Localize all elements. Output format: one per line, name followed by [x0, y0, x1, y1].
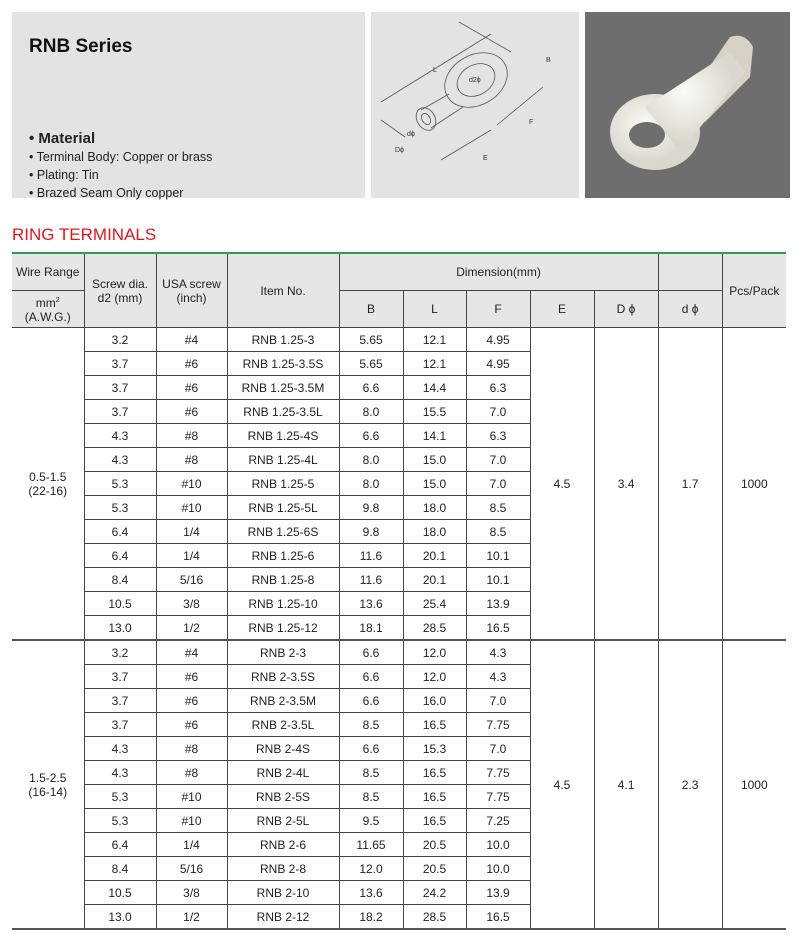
usa-screw-cell: 1/2: [156, 905, 227, 930]
usa-screw-cell: #10: [156, 496, 227, 520]
item-no-cell: RNB 1.25-10: [227, 592, 339, 616]
item-no-cell: RNB 1.25-3: [227, 328, 339, 352]
material-list: • Material • Terminal Body: Copper or brass • Plating: Tin • Brazed Seam Only copper: [29, 130, 213, 200]
usa-screw-cell: 5/16: [156, 857, 227, 881]
dim-B-cell: 9.8: [339, 496, 403, 520]
usa-screw-cell: #10: [156, 472, 227, 496]
series-title: RNB Series: [29, 36, 133, 57]
item-no-cell: RNB 2-5S: [227, 785, 339, 809]
dim-L-cell: 15.0: [403, 448, 466, 472]
screw-dia-cell: 3.7: [84, 713, 156, 737]
pcs-pack-cell: 1000: [722, 640, 786, 929]
usa-screw-cell: 1/2: [156, 616, 227, 641]
dim-F-cell: 4.3: [466, 665, 530, 689]
usa-screw-cell: #4: [156, 640, 227, 665]
dim-F-cell: 6.3: [466, 376, 530, 400]
material-heading: Material: [38, 130, 96, 147]
dim-F-cell: 10.0: [466, 833, 530, 857]
dim-E-cell: 4.5: [530, 328, 594, 641]
screw-dia-cell: 3.7: [84, 376, 156, 400]
dim-F-cell: 10.1: [466, 544, 530, 568]
item-no-cell: RNB 1.25-6: [227, 544, 339, 568]
dim-B-cell: 6.6: [339, 689, 403, 713]
header-blank: [658, 253, 722, 291]
dim-F-cell: 4.3: [466, 640, 530, 665]
item-no-cell: RNB 2-3.5M: [227, 689, 339, 713]
dim-D-phi-cell: 3.4: [594, 328, 658, 641]
dim-L-cell: 16.0: [403, 689, 466, 713]
screw-dia-cell: 10.5: [84, 881, 156, 905]
screw-dia-cell: 3.2: [84, 640, 156, 665]
usa-screw-cell: 3/8: [156, 592, 227, 616]
header-B: B: [339, 291, 403, 328]
usa-screw-cell: #8: [156, 761, 227, 785]
header-item-no: Item No.: [227, 253, 339, 328]
dim-B-cell: 5.65: [339, 352, 403, 376]
header-mm2-awg: $mm^2$ (A.W.G.): [12, 291, 84, 328]
dim-B-cell: 8.5: [339, 785, 403, 809]
dim-F-cell: 6.3: [466, 424, 530, 448]
item-no-cell: RNB 2-4S: [227, 737, 339, 761]
wire-range: 1.5-2.5: [29, 770, 67, 785]
screw-dia-cell: 3.7: [84, 665, 156, 689]
item-no-cell: RNB 2-6: [227, 833, 339, 857]
item-no-cell: RNB 1.25-5L: [227, 496, 339, 520]
usa-screw-cell: #10: [156, 809, 227, 833]
dim-L-cell: 12.0: [403, 640, 466, 665]
dim-L-cell: 25.4: [403, 592, 466, 616]
usa-screw-cell: 1/4: [156, 520, 227, 544]
dim-L-cell: 20.1: [403, 568, 466, 592]
diagram-label-B: B: [546, 57, 551, 64]
wire-range-cell: [12, 328, 84, 641]
item-no-cell: RNB 1.25-12: [227, 616, 339, 641]
screw-dia-cell: 8.4: [84, 857, 156, 881]
header-F: F: [466, 291, 530, 328]
dim-E-cell: 4.5: [530, 640, 594, 929]
dim-L-cell: 16.5: [403, 809, 466, 833]
screw-dia-cell: 5.3: [84, 785, 156, 809]
table-row: [12, 640, 786, 665]
dim-L-cell: 12.1: [403, 352, 466, 376]
dim-F-cell: 13.9: [466, 592, 530, 616]
diagram-label-D: Dϕ: [395, 147, 404, 154]
dim-F-cell: 10.0: [466, 857, 530, 881]
item-no-cell: RNB 2-5L: [227, 809, 339, 833]
screw-dia-cell: 5.3: [84, 472, 156, 496]
dim-B-cell: 11.6: [339, 544, 403, 568]
dim-B-cell: 6.6: [339, 424, 403, 448]
diagram-label-d2: d2ϕ: [469, 77, 481, 84]
dim-B-cell: 8.0: [339, 472, 403, 496]
item-no-cell: RNB 2-3.5S: [227, 665, 339, 689]
dim-B-cell: 8.5: [339, 713, 403, 737]
awg-range: (22-16): [28, 483, 68, 498]
header-wire-range: Wire Range: [12, 253, 84, 291]
item-no-cell: RNB 1.25-3.5L: [227, 400, 339, 424]
usa-screw-cell: 5/16: [156, 568, 227, 592]
screw-dia-cell: 10.5: [84, 592, 156, 616]
dim-F-cell: 7.0: [466, 400, 530, 424]
dim-L-cell: 18.0: [403, 520, 466, 544]
usa-screw-cell: 3/8: [156, 881, 227, 905]
dim-F-cell: 7.0: [466, 737, 530, 761]
usa-screw-cell: #6: [156, 376, 227, 400]
dim-F-cell: 7.0: [466, 689, 530, 713]
dim-F-cell: 8.5: [466, 520, 530, 544]
dim-B-cell: 9.8: [339, 520, 403, 544]
dim-B-cell: 13.6: [339, 881, 403, 905]
diagram-label-E: E: [483, 155, 488, 162]
item-no-cell: RNB 1.25-8: [227, 568, 339, 592]
material-item: Plating: Tin: [36, 168, 99, 182]
dim-L-cell: 20.5: [403, 857, 466, 881]
dim-L-cell: 15.0: [403, 472, 466, 496]
screw-dia-cell: 13.0: [84, 616, 156, 641]
dim-F-cell: 7.75: [466, 713, 530, 737]
dim-L-cell: 20.5: [403, 833, 466, 857]
dim-L-cell: 16.5: [403, 713, 466, 737]
series-info-panel: [12, 12, 365, 198]
material-item: Brazed Seam Only copper: [36, 186, 184, 200]
item-no-cell: RNB 1.25-4L: [227, 448, 339, 472]
usa-screw-cell: #8: [156, 448, 227, 472]
dim-B-cell: 6.6: [339, 737, 403, 761]
dim-F-cell: 7.0: [466, 448, 530, 472]
dim-B-cell: 11.6: [339, 568, 403, 592]
header-pcs-pack: Pcs/Pack: [722, 253, 786, 328]
dim-L-cell: 24.2: [403, 881, 466, 905]
dim-L-cell: 28.5: [403, 905, 466, 930]
dim-L-cell: 16.5: [403, 761, 466, 785]
usa-screw-cell: #8: [156, 737, 227, 761]
material-item: Terminal Body: Copper or brass: [36, 150, 213, 164]
screw-dia-cell: 13.0: [84, 905, 156, 930]
item-no-cell: RNB 1.25-5: [227, 472, 339, 496]
screw-dia-cell: 3.2: [84, 328, 156, 352]
screw-dia-cell: 4.3: [84, 737, 156, 761]
dim-B-cell: 11.65: [339, 833, 403, 857]
header-L: L: [403, 291, 466, 328]
section-title: RING TERMINALS: [12, 225, 157, 244]
dim-B-cell: 8.0: [339, 400, 403, 424]
wire-range-cell: [12, 640, 84, 929]
screw-dia-cell: 3.7: [84, 352, 156, 376]
dim-L-cell: 28.5: [403, 616, 466, 641]
dim-B-cell: 12.0: [339, 857, 403, 881]
dim-F-cell: 4.95: [466, 352, 530, 376]
header-D-phi: D ϕ: [594, 291, 658, 328]
dim-B-cell: 18.1: [339, 616, 403, 641]
table-row: [12, 328, 786, 352]
dim-L-cell: 16.5: [403, 785, 466, 809]
item-no-cell: RNB 1.25-3.5M: [227, 376, 339, 400]
dim-L-cell: 12.0: [403, 665, 466, 689]
pcs-pack-cell: 1000: [722, 328, 786, 641]
dim-L-cell: 20.1: [403, 544, 466, 568]
item-no-cell: RNB 2-8: [227, 857, 339, 881]
usa-screw-cell: 1/4: [156, 833, 227, 857]
header-usa-screw: USA screw (inch): [156, 253, 227, 328]
screw-dia-cell: 6.4: [84, 520, 156, 544]
usa-screw-cell: 1/4: [156, 544, 227, 568]
dim-F-cell: 7.25: [466, 809, 530, 833]
dim-d-phi-cell: 1.7: [658, 328, 722, 641]
diagram-label-d: dϕ: [407, 131, 415, 138]
screw-dia-cell: 6.4: [84, 833, 156, 857]
dim-L-cell: 12.1: [403, 328, 466, 352]
dim-B-cell: 6.6: [339, 376, 403, 400]
wire-range: 0.5-1.5: [29, 469, 67, 484]
dim-d-phi-cell: 2.3: [658, 640, 722, 929]
dim-B-cell: 8.5: [339, 761, 403, 785]
dim-F-cell: 7.75: [466, 761, 530, 785]
dim-F-cell: 8.5: [466, 496, 530, 520]
item-no-cell: RNB 1.25-3.5S: [227, 352, 339, 376]
dim-F-cell: 10.1: [466, 568, 530, 592]
screw-dia-cell: 4.3: [84, 761, 156, 785]
item-no-cell: RNB 2-3.5L: [227, 713, 339, 737]
dim-L-cell: 15.5: [403, 400, 466, 424]
dim-B-cell: 6.6: [339, 665, 403, 689]
dim-B-cell: 18.2: [339, 905, 403, 930]
dim-F-cell: 7.0: [466, 472, 530, 496]
usa-screw-cell: #6: [156, 352, 227, 376]
dim-F-cell: 7.75: [466, 785, 530, 809]
ring-terminals-table: [12, 252, 786, 930]
dim-B-cell: 8.0: [339, 448, 403, 472]
dim-F-cell: 13.9: [466, 881, 530, 905]
item-no-cell: RNB 2-3: [227, 640, 339, 665]
screw-dia-cell: 5.3: [84, 809, 156, 833]
usa-screw-cell: #6: [156, 713, 227, 737]
diagram-label-F: F: [529, 119, 534, 126]
dim-B-cell: 13.6: [339, 592, 403, 616]
screw-dia-cell: 5.3: [84, 496, 156, 520]
dimension-diagram: [371, 12, 579, 198]
dim-L-cell: 14.4: [403, 376, 466, 400]
dim-F-cell: 4.95: [466, 328, 530, 352]
item-no-cell: RNB 1.25-6S: [227, 520, 339, 544]
item-no-cell: RNB 2-10: [227, 881, 339, 905]
dim-L-cell: 18.0: [403, 496, 466, 520]
item-no-cell: RNB 2-4L: [227, 761, 339, 785]
dim-B-cell: 6.6: [339, 640, 403, 665]
dim-D-phi-cell: 4.1: [594, 640, 658, 929]
usa-screw-cell: #6: [156, 689, 227, 713]
header-d-phi: d ϕ: [658, 291, 722, 328]
dim-L-cell: 14.1: [403, 424, 466, 448]
header-dimension: Dimension(mm): [339, 253, 658, 291]
item-no-cell: RNB 2-12: [227, 905, 339, 930]
dim-F-cell: 16.5: [466, 905, 530, 930]
dim-F-cell: 16.5: [466, 616, 530, 641]
usa-screw-cell: #6: [156, 665, 227, 689]
usa-screw-cell: #6: [156, 400, 227, 424]
screw-dia-cell: 6.4: [84, 544, 156, 568]
screw-dia-cell: 3.7: [84, 400, 156, 424]
product-photo: [585, 12, 790, 198]
awg-range: (16-14): [28, 784, 68, 799]
item-no-cell: RNB 1.25-4S: [227, 424, 339, 448]
dim-B-cell: 5.65: [339, 328, 403, 352]
dim-L-cell: 15.3: [403, 737, 466, 761]
usa-screw-cell: #8: [156, 424, 227, 448]
usa-screw-cell: #10: [156, 785, 227, 809]
header-screw-dia: Screw dia. d2 (mm): [84, 253, 156, 328]
usa-screw-cell: #4: [156, 328, 227, 352]
screw-dia-cell: 4.3: [84, 448, 156, 472]
screw-dia-cell: 4.3: [84, 424, 156, 448]
diagram-label-L: L: [433, 67, 437, 74]
header-E: E: [530, 291, 594, 328]
screw-dia-cell: 8.4: [84, 568, 156, 592]
screw-dia-cell: 3.7: [84, 689, 156, 713]
dim-B-cell: 9.5: [339, 809, 403, 833]
